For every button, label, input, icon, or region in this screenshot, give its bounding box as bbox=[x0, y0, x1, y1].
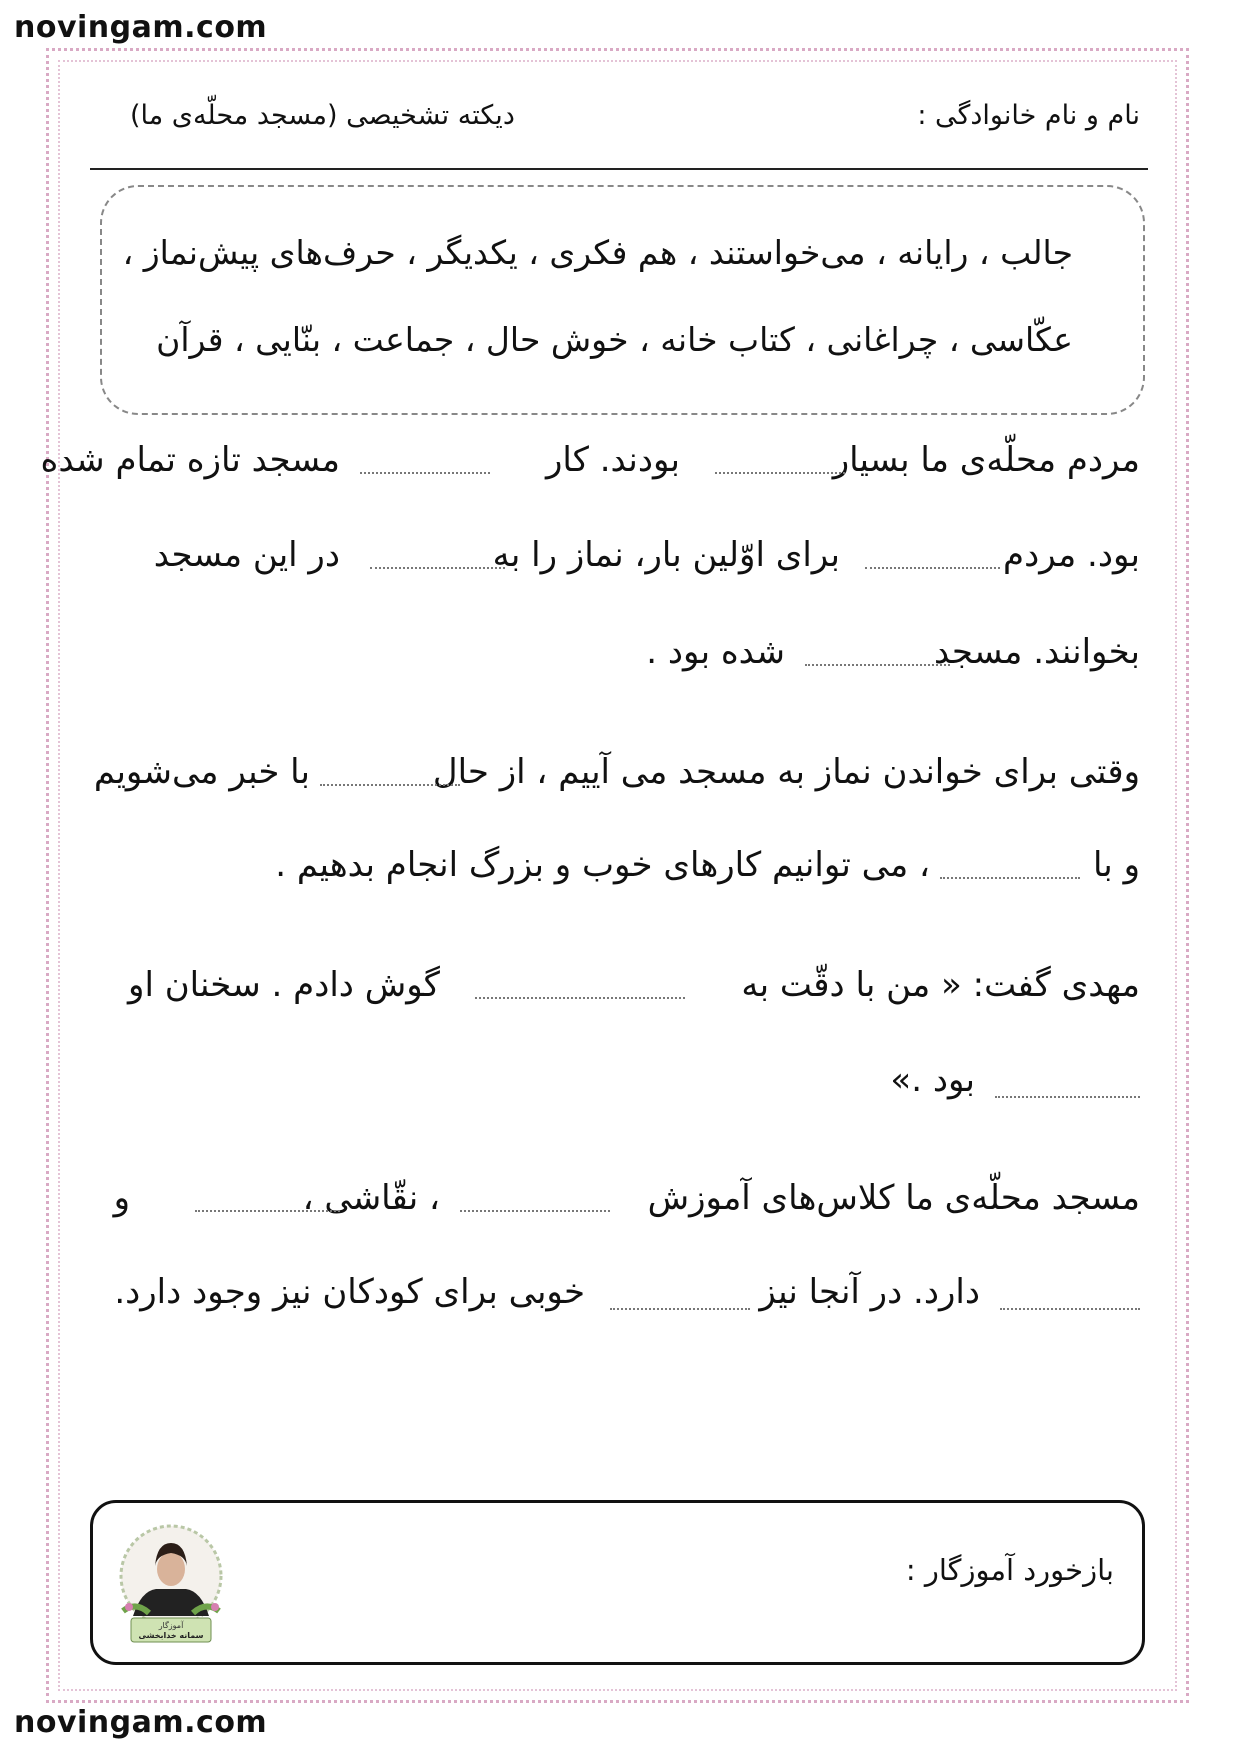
sentence-text: در این مسجد bbox=[153, 535, 340, 575]
teacher-feedback-box bbox=[90, 1500, 1145, 1665]
fill-blank[interactable] bbox=[995, 1096, 1140, 1098]
dictation-line bbox=[100, 1178, 1140, 1238]
sentence-text: شده بود . bbox=[646, 632, 785, 672]
teacher-feedback-label: بازخورد آموزگار : bbox=[905, 1553, 1114, 1587]
fill-blank[interactable] bbox=[460, 1210, 610, 1212]
sentence-text: دارد. در آنجا نیز bbox=[759, 1272, 980, 1312]
sentence-text: و bbox=[113, 1178, 130, 1218]
sentence-text: برای اوّلین بار، نماز را به bbox=[492, 535, 840, 575]
dictation-line bbox=[100, 1272, 1140, 1332]
fill-blank[interactable] bbox=[865, 567, 1000, 569]
dictation-line bbox=[100, 845, 1140, 905]
sentence-text: بود. مردم bbox=[1003, 535, 1140, 575]
sentence-text: خوبی برای کودکان نیز وجود دارد. bbox=[114, 1272, 585, 1312]
dictation-line bbox=[100, 632, 1140, 692]
sentence-text: با خبر می‌شویم bbox=[93, 752, 310, 792]
fill-blank[interactable] bbox=[475, 997, 685, 999]
badge-name: سمانه خدابخشی bbox=[138, 1631, 204, 1640]
sentence-text: گوش دادم . سخنان او bbox=[128, 965, 440, 1005]
dictation-line bbox=[100, 1060, 1140, 1120]
fill-blank[interactable] bbox=[195, 1210, 340, 1212]
sentence-text: بود .» bbox=[890, 1060, 975, 1100]
fill-blank[interactable] bbox=[1000, 1308, 1140, 1310]
sentence-text: مردم محلّه‌ی ما بسیار bbox=[832, 440, 1140, 480]
fill-blank[interactable] bbox=[610, 1308, 750, 1310]
sentence-text: مسجد تازه تمام شده bbox=[40, 440, 340, 480]
sentence-text: وقتی برای خواندن نماز به مسجد می آییم ، از حال bbox=[432, 752, 1140, 792]
sentence-text: بودند. کار bbox=[545, 440, 680, 480]
sentence-text: ، نقّاشی ، bbox=[302, 1178, 440, 1218]
worksheet-title: دیکته تشخیصی (مسجد محلّه‌ی ما) bbox=[130, 100, 515, 131]
sentence-text: مسجد محلّه‌ی ما کلاس‌های آموزش bbox=[647, 1178, 1140, 1218]
sentence-text: بخوانند. مسجد bbox=[934, 632, 1140, 672]
site-watermark-bottom: novingam.com bbox=[14, 1705, 268, 1740]
sentence-text: ، می توانیم کارهای خوب و بزرگ انجام بدهیم . bbox=[275, 845, 930, 885]
dictation-line bbox=[40, 440, 1140, 500]
fill-blank[interactable] bbox=[805, 664, 950, 666]
teacher-avatar bbox=[111, 1521, 231, 1646]
fill-blank[interactable] bbox=[360, 472, 490, 474]
dictation-line bbox=[100, 535, 1140, 595]
word-bank-line-1: جالب ، رایانه ، می‌خواستند ، هم فکری ، یکدیگر ، حرف‌های پیش‌نماز ، bbox=[122, 233, 1073, 272]
dictation-line bbox=[93, 752, 1140, 812]
word-bank-line-2: عکّاسی ، چراغانی ، کتاب خانه ، خوش حال ، جماعت ، بنّایی ، قرآن bbox=[156, 320, 1073, 359]
sentence-text: مهدی گفت: « من با دقّت به bbox=[741, 965, 1140, 1005]
header-divider bbox=[90, 168, 1148, 170]
fill-blank[interactable] bbox=[320, 784, 460, 786]
worksheet-header bbox=[90, 92, 1140, 142]
fill-blank[interactable] bbox=[370, 567, 505, 569]
fill-blank[interactable] bbox=[940, 877, 1080, 879]
badge-title: آموزگار bbox=[158, 1621, 184, 1630]
sentence-text: و با bbox=[1092, 845, 1140, 885]
student-name-label: نام و نام خانوادگی : bbox=[917, 100, 1140, 131]
fill-blank[interactable] bbox=[715, 472, 845, 474]
dictation-line bbox=[100, 965, 1140, 1025]
word-bank-box bbox=[100, 185, 1145, 415]
site-watermark-top: novingam.com bbox=[14, 10, 268, 45]
